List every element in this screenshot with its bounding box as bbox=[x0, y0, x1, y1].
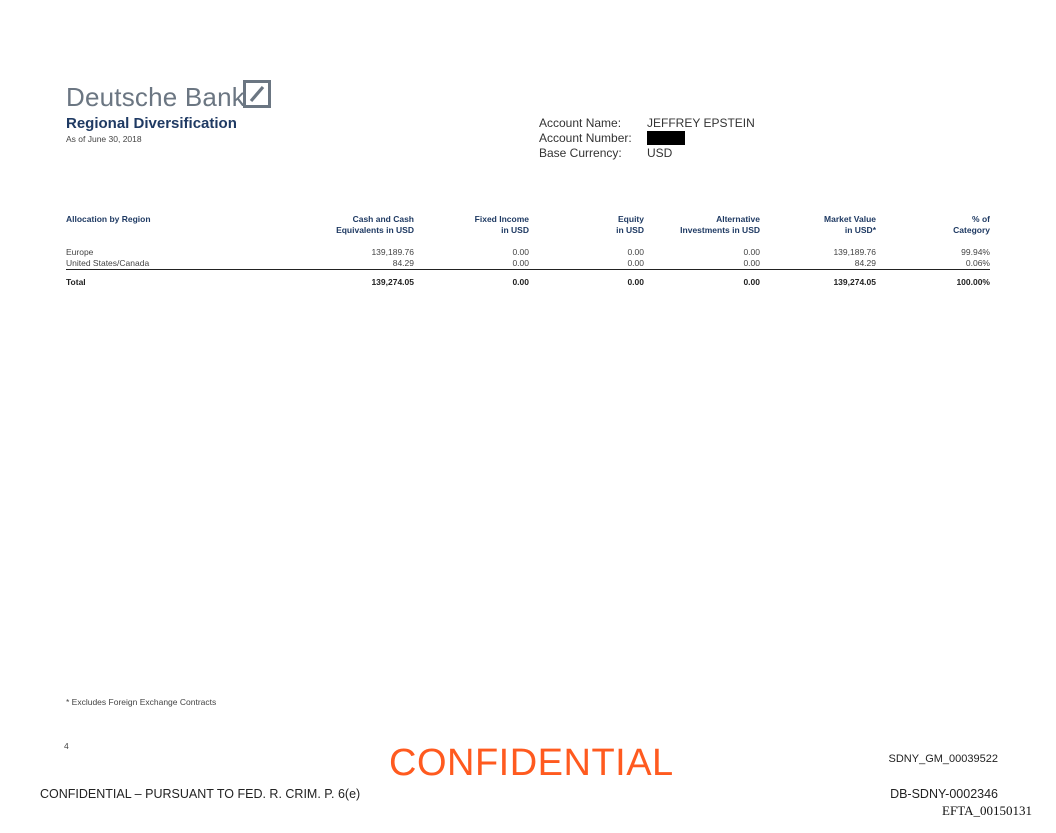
total-label: Total bbox=[66, 277, 86, 287]
bates-number-gm: SDNY_GM_00039522 bbox=[888, 753, 998, 765]
as-of-date: As of June 30, 2018 bbox=[66, 134, 142, 144]
col-header-pct-line1: % of bbox=[972, 214, 990, 224]
row-alt: 0.00 bbox=[743, 258, 760, 268]
account-name-label: Account Name: bbox=[539, 116, 622, 130]
row-pct: 99.94% bbox=[961, 247, 990, 257]
row-fixed: 0.00 bbox=[512, 247, 529, 257]
row-region: United States/Canada bbox=[66, 258, 150, 268]
col-header-market-value bbox=[770, 214, 876, 236]
base-currency-label: Base Currency: bbox=[539, 146, 622, 160]
row-equity: 0.00 bbox=[627, 258, 644, 268]
col-header-cash-line2: Equivalents in USD bbox=[336, 225, 414, 235]
bates-number-db: DB-SDNY-0002346 bbox=[890, 787, 998, 801]
account-number-label: Account Number: bbox=[539, 131, 632, 145]
brand-name: Deutsche Bank bbox=[66, 82, 245, 112]
total-alt: 0.00 bbox=[743, 277, 760, 287]
col-header-fixed-income bbox=[430, 214, 529, 236]
page-number: 4 bbox=[64, 741, 69, 751]
row-cash: 84.29 bbox=[392, 258, 414, 268]
col-header-alternative bbox=[650, 214, 760, 236]
col-header-region: Allocation by Region bbox=[66, 214, 151, 224]
total-cash: 139,274.05 bbox=[371, 277, 414, 287]
total-fixed: 0.00 bbox=[512, 277, 529, 287]
deutsche-bank-logo-icon bbox=[243, 80, 271, 108]
row-market-value: 84.29 bbox=[854, 258, 876, 268]
row-region: Europe bbox=[66, 247, 94, 257]
col-header-fixed-line2: in USD bbox=[501, 225, 529, 235]
row-equity: 0.00 bbox=[627, 247, 644, 257]
col-header-equity-line1: Equity bbox=[618, 214, 644, 224]
col-header-alt-line1: Alternative bbox=[716, 214, 760, 224]
row-market-value: 139,189.76 bbox=[833, 247, 876, 257]
confidential-stamp: CONFIDENTIAL bbox=[389, 742, 674, 784]
col-header-mv-line1: Market Value bbox=[824, 214, 876, 224]
row-alt: 0.00 bbox=[743, 247, 760, 257]
footnote: * Excludes Foreign Exchange Contracts bbox=[66, 697, 217, 707]
col-header-alt-line2: Investments in USD bbox=[680, 225, 760, 235]
col-header-mv-line2: in USD* bbox=[844, 225, 876, 235]
row-pct: 0.06% bbox=[965, 258, 990, 268]
row-cash: 139,189.76 bbox=[371, 247, 414, 257]
account-name-value: JEFFREY EPSTEIN bbox=[647, 116, 755, 130]
bates-number-efta: EFTA_00150131 bbox=[942, 803, 1032, 818]
account-number-redaction bbox=[647, 131, 685, 145]
col-header-pct-category bbox=[900, 214, 990, 236]
total-market-value: 139,274.05 bbox=[833, 277, 876, 287]
confidentiality-legend: CONFIDENTIAL – PURSUANT TO FED. R. CRIM. P. 6(e) bbox=[40, 787, 361, 801]
col-header-equity bbox=[560, 214, 644, 236]
base-currency-value: USD bbox=[647, 146, 673, 160]
total-pct: 100.00% bbox=[956, 277, 990, 287]
col-header-cash bbox=[280, 214, 414, 236]
col-header-cash-line1: Cash and Cash bbox=[352, 214, 414, 224]
page-title: Regional Diversification bbox=[66, 115, 237, 132]
total-divider bbox=[66, 269, 990, 270]
total-equity: 0.00 bbox=[627, 277, 644, 287]
row-fixed: 0.00 bbox=[512, 258, 529, 268]
col-header-fixed-line1: Fixed Income bbox=[474, 214, 529, 224]
col-header-equity-line2: in USD bbox=[616, 225, 644, 235]
col-header-pct-line2: Category bbox=[953, 225, 990, 235]
